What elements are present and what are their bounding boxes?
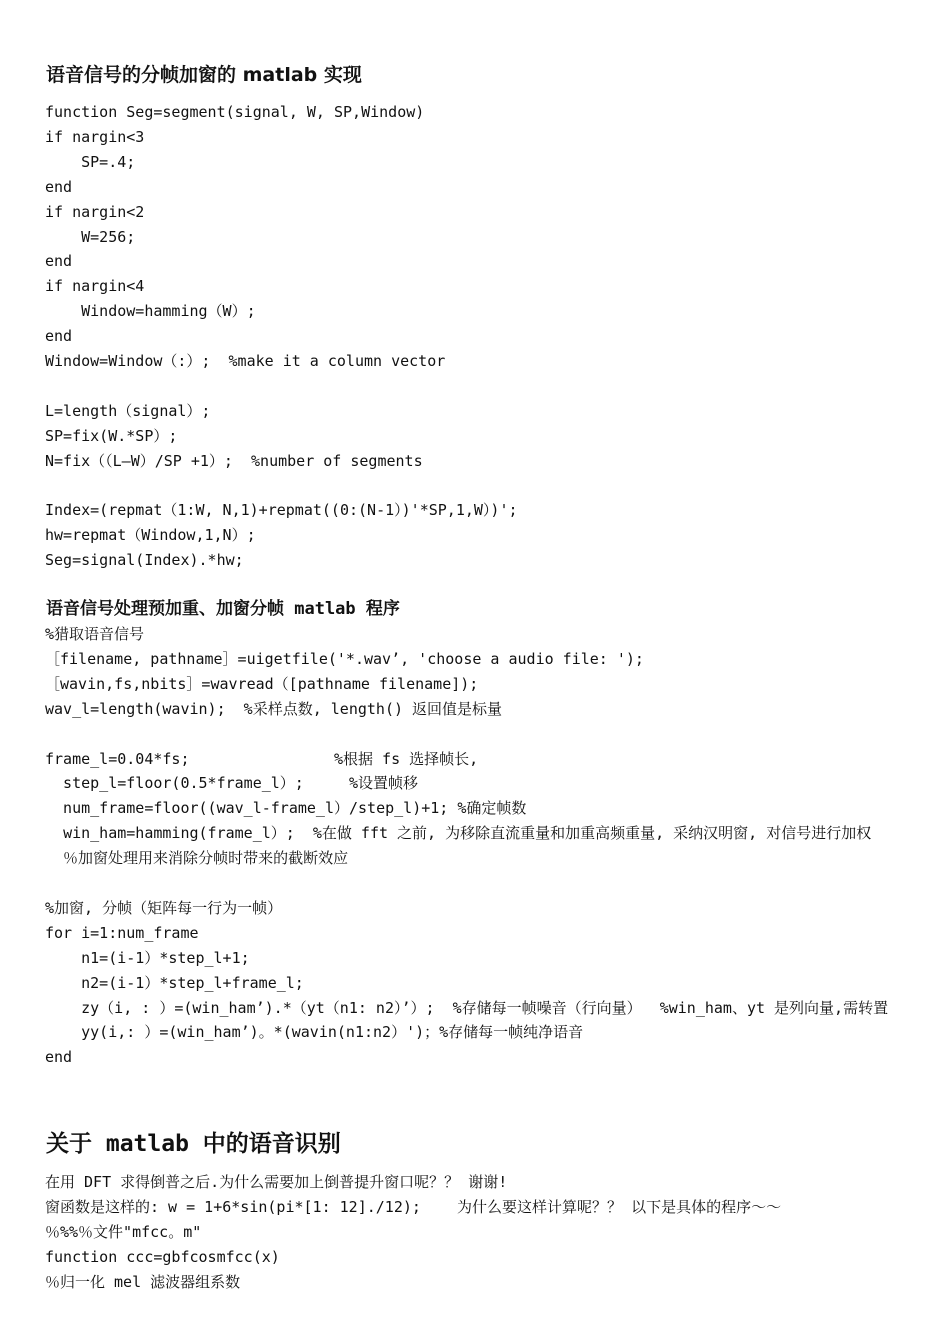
code-line: n2=(i-1）*step_l+frame_l;	[45, 973, 304, 992]
code-line: W=256;	[45, 227, 136, 246]
code-line: N=fix（（L—W）/SP +1）; %number of segments	[45, 451, 423, 470]
code-line: for i=1:num_frame	[45, 923, 199, 942]
code-line: hw=repmat（Window,1,N）;	[45, 526, 256, 545]
code-line: SP=.4;	[45, 152, 136, 171]
code-line: end	[45, 177, 73, 196]
code-line: Window=hamming（W）;	[45, 302, 256, 321]
code-line: end	[45, 1048, 73, 1067]
section-3-title: 关于 matlab 中的语音识别	[46, 1131, 341, 1157]
section-1-title: 语音信号的分帧加窗的 matlab 实现	[46, 64, 362, 86]
code-line: if nargin<4	[45, 277, 145, 296]
code-line: Window=Window（:）; %make it a column vector	[45, 352, 446, 371]
code-line: L=length（signal）;	[45, 401, 211, 420]
code-line: if nargin<2	[45, 202, 145, 221]
blank-line	[45, 722, 915, 747]
code-line: ％%%％文件"mfcc。m"	[45, 1222, 202, 1241]
blank-line	[45, 474, 915, 499]
code-line: %加窗, 分帧（矩阵每一行为一帧）	[45, 898, 283, 917]
code-line: SP=fix(W.*SP）;	[45, 426, 178, 445]
blank-line	[45, 871, 915, 896]
code-line: function ccc=gbfcosmfcc(x)	[45, 1247, 280, 1266]
code-line: win_ham=hamming(frame_l）; %在做 fft 之前, 为移除直流重量和加重高频重量, 采纳汉明窗, 对信号进行加权	[45, 824, 872, 843]
text-line: 窗函数是这样的: w = 1+6*sin(pi*[1: 12]./12); 为什么要这样计算呢？？ 以下是具体的程序～～	[45, 1197, 782, 1216]
code-line: n1=(i-1）*step_l+1;	[45, 948, 250, 967]
code-line: ［wavin,fs,nbits］=wavread（[pathname filename]);	[45, 674, 479, 693]
code-line: end	[45, 327, 73, 346]
code-line: if nargin<3	[45, 127, 145, 146]
code-line: function Seg=segment(signal, W, SP,Window)	[45, 103, 425, 121]
section-2-title: 语音信号处理预加重、加窗分帧 matlab 程序	[46, 599, 400, 619]
code-line: %猎取语音信号	[45, 625, 145, 643]
section-3-code	[45, 1170, 915, 1295]
code-line: num_frame=floor((wav_l-frame_l）/step_l)+1; %确定帧数	[45, 799, 527, 818]
code-line: step_l=floor(0.5*frame_l）; %设置帧移	[45, 774, 419, 793]
text-line: 在用 DFT 求得倒普之后.为什么需要加上倒普提升窗口呢？？ 谢谢!	[45, 1173, 508, 1191]
section-1-code	[45, 100, 915, 573]
code-line: end	[45, 252, 73, 271]
code-line: yy(i,: ）=(win_ham’)。*(wavin(n1:n2）')；%存储每一帧纯净语音	[45, 1023, 584, 1042]
code-line: zy（i, : ）=(win_ham’).*（yt（n1: n2）’）; %存储每一帧噪音（行向量） %win_ham、yt 是列向量,需转置	[45, 998, 889, 1017]
code-line: ［filename, pathname］=uigetfile('*.wav’, 'choose a audio file: ');	[45, 649, 644, 668]
section-2-code	[45, 622, 915, 1070]
code-line: frame_l=0.04*fs; %根据 fs 选择帧长,	[45, 749, 479, 768]
code-line: ％加窗处理用来消除分帧时带来的截断效应	[45, 849, 349, 868]
code-line: Index=(repmat（1:W, N,1)+repmat((0:(N-1）)'*SP,1,W）)';	[45, 501, 518, 520]
code-line: wav_l=length(wavin); %采样点数, length() 返回值是标量	[45, 699, 503, 718]
code-line: ％归一化 mel 滤波器组系数	[45, 1272, 241, 1291]
code-line: Seg=signal(Index).*hw;	[45, 551, 244, 570]
blank-line	[45, 374, 915, 399]
